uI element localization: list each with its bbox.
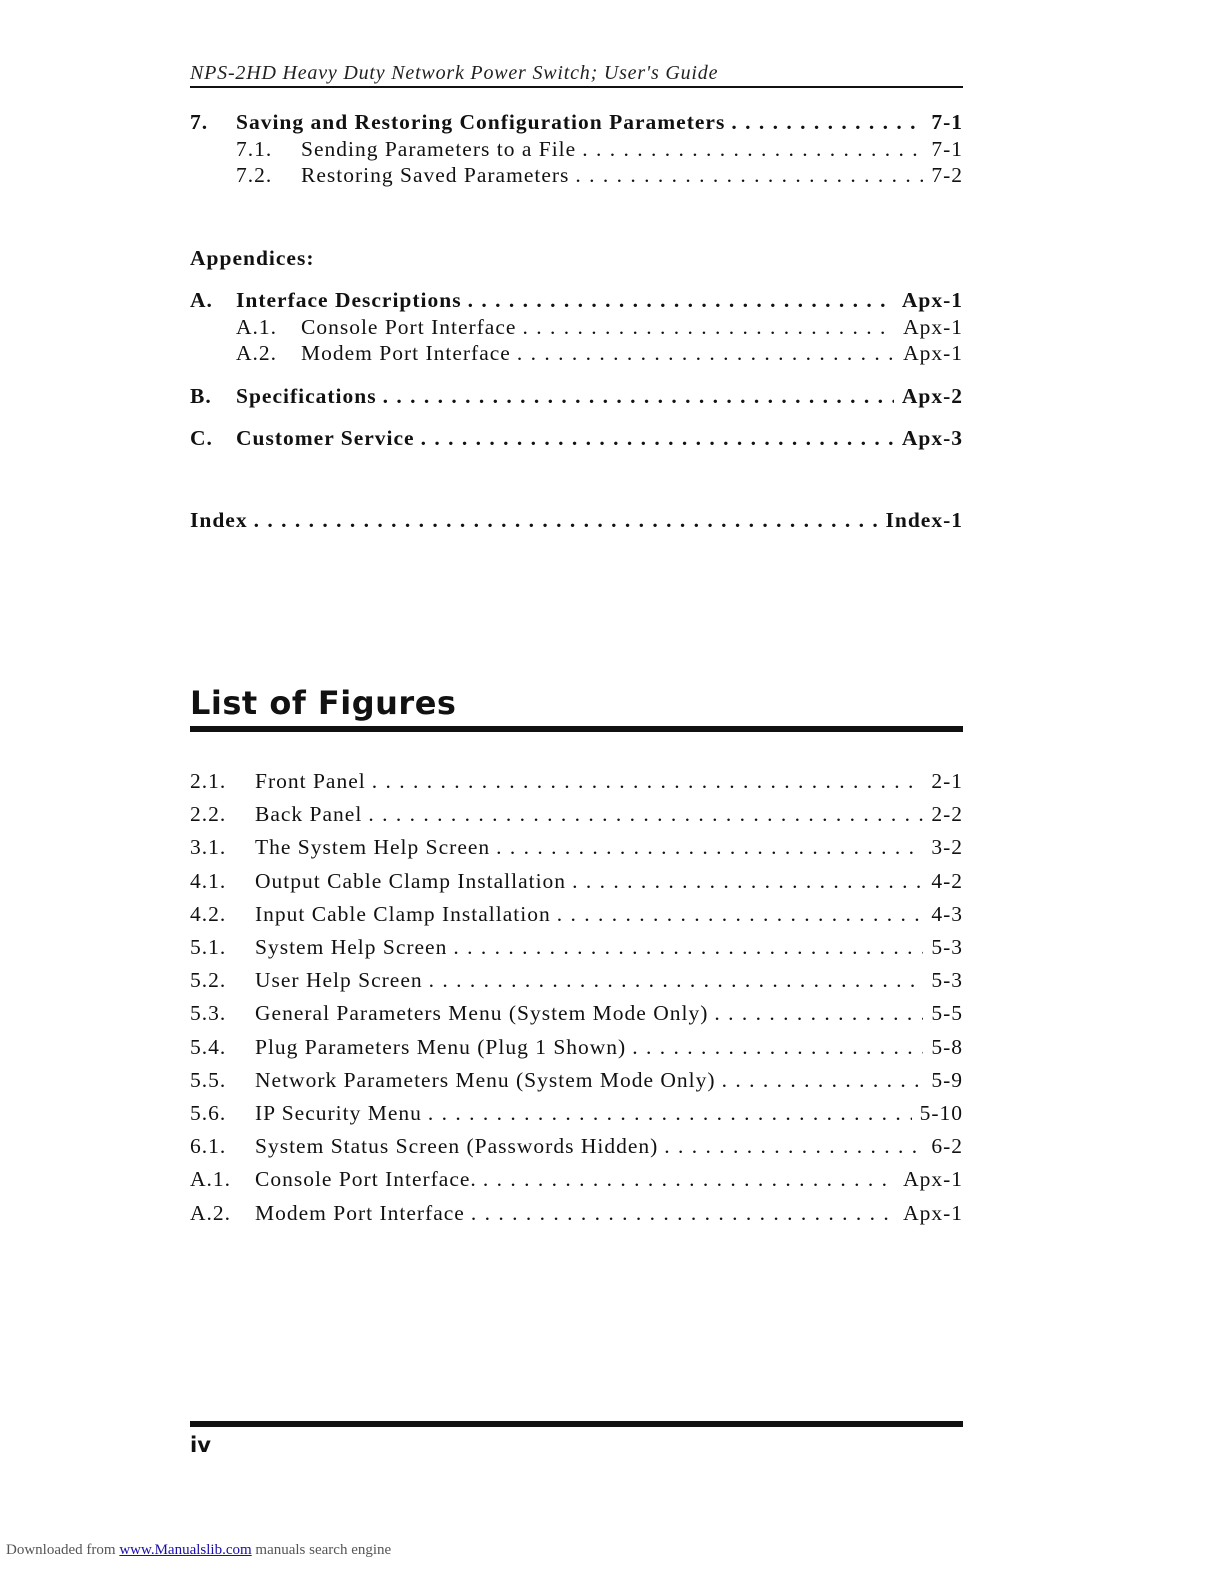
dot-leader: [468, 288, 894, 313]
list-of-figures-rule: [190, 726, 963, 732]
figure-page: 6-2: [931, 1134, 963, 1159]
figure-page: Apx-1: [903, 1200, 963, 1225]
appendices-heading: Appendices:: [190, 246, 315, 270]
figure-number: 2.1.: [190, 769, 227, 793]
figure-title: IP Security Menu: [255, 1101, 422, 1125]
figure-title: Front Panel: [255, 769, 366, 793]
toc-entry-page: Apx-3: [901, 426, 963, 450]
figure-list-item[interactable]: [190, 1134, 963, 1159]
figure-page: 2-2: [931, 802, 963, 827]
dot-leader: [517, 341, 895, 366]
figure-title: General Parameters Menu (System Mode Only): [255, 1001, 709, 1026]
toc-entry-page: Apx-2: [901, 384, 963, 408]
toc-entry-page: 7-1: [931, 110, 963, 134]
toc-entry-page: 7-2: [931, 163, 963, 187]
figure-page: 5-9: [931, 1067, 963, 1092]
dot-leader: [428, 1101, 912, 1126]
figure-list-item[interactable]: [190, 869, 963, 894]
toc-entry-section-a-2[interactable]: [236, 341, 963, 366]
toc-entry-page: Apx-1: [901, 288, 963, 312]
figure-number: 2.2.: [190, 802, 227, 827]
toc-entry-number: A.: [190, 288, 213, 312]
figure-number: A.1.: [190, 1167, 232, 1192]
dot-leader: [421, 426, 894, 451]
figure-page: 5-5: [931, 1001, 963, 1026]
toc-entry-page: Index-1: [885, 508, 963, 532]
manualslib-link[interactable]: www.Manualslib.com: [119, 1542, 252, 1558]
dot-leader: [731, 110, 923, 135]
figure-number: 5.5.: [190, 1067, 227, 1092]
toc-entry-title: Restoring Saved Parameters: [301, 163, 570, 187]
toc-entry-chapter-7[interactable]: [190, 110, 963, 135]
toc-entry-appendix-c[interactable]: [190, 426, 963, 451]
figure-title: The System Help Screen: [255, 835, 491, 860]
download-note: [6, 1542, 391, 1559]
dot-leader: [572, 869, 923, 894]
toc-entry-appendix-b[interactable]: [190, 384, 963, 409]
figure-list-item[interactable]: [190, 835, 963, 860]
figure-number: 3.1.: [190, 835, 227, 860]
toc-entry-title: Interface Descriptions: [236, 288, 462, 312]
toc-entry-section-a-1[interactable]: [236, 315, 963, 340]
dot-leader: [664, 1134, 923, 1159]
figure-list-item[interactable]: [190, 1035, 963, 1060]
dot-leader: [471, 1201, 895, 1226]
figure-number: 5.6.: [190, 1101, 227, 1125]
toc-entry-number: A.1.: [236, 315, 278, 339]
toc-entry-title: Modem Port Interface: [301, 341, 511, 365]
figure-list-item[interactable]: [190, 1001, 963, 1026]
toc-entry-section-7-1[interactable]: [236, 137, 963, 162]
figure-number: 4.2.: [190, 901, 227, 926]
toc-entry-number: 7.2.: [236, 163, 273, 187]
figure-list-item[interactable]: [190, 769, 963, 794]
figure-list-item[interactable]: [190, 1201, 963, 1226]
figure-list-item[interactable]: [190, 1101, 963, 1126]
dot-leader: [714, 1001, 923, 1026]
figure-page: 5-3: [931, 968, 963, 993]
dot-leader: [383, 384, 894, 409]
figure-title: User Help Screen: [255, 968, 423, 993]
figure-list-item[interactable]: [190, 935, 963, 960]
figure-title: System Help Screen: [255, 935, 448, 959]
figure-title: Input Cable Clamp Installation: [255, 901, 551, 926]
dot-leader: [575, 163, 923, 188]
figure-title: Console Port Interface.: [255, 1167, 477, 1192]
toc-entry-appendix-a[interactable]: [190, 288, 963, 313]
figure-number: 4.1.: [190, 868, 227, 893]
dot-leader: [582, 137, 923, 162]
dot-leader: [254, 508, 878, 533]
figure-page: 5-3: [931, 935, 963, 959]
toc-entry-index[interactable]: [190, 508, 963, 533]
figure-page: 5-10: [919, 1101, 963, 1125]
figure-title: Output Cable Clamp Installation: [255, 868, 567, 893]
toc-entry-number: 7.1.: [236, 137, 273, 161]
dot-leader: [496, 835, 923, 860]
dot-leader: [429, 968, 924, 993]
dot-leader: [372, 769, 924, 794]
download-prefix: Downloaded from: [6, 1542, 116, 1558]
figure-number: 5.3.: [190, 1001, 227, 1026]
toc-entry-title: Index: [190, 508, 248, 532]
figure-number: 6.1.: [190, 1134, 227, 1159]
toc-entry-page: Apx-1: [903, 315, 963, 339]
figure-page: 4-2: [931, 868, 963, 893]
dot-leader: [557, 902, 924, 927]
toc-entry-page: Apx-1: [903, 341, 963, 365]
dot-leader: [632, 1035, 923, 1060]
toc-entry-number: B.: [190, 384, 212, 408]
dot-leader: [368, 802, 923, 827]
figure-list-item[interactable]: [190, 1068, 963, 1093]
figure-page: Apx-1: [903, 1167, 963, 1192]
figure-number: A.2.: [190, 1200, 232, 1225]
page-number: iv: [190, 1433, 211, 1457]
figure-page: 2-1: [931, 769, 963, 793]
toc-entry-title: Customer Service: [236, 426, 415, 450]
toc-entry-title: Saving and Restoring Configuration Parameters: [236, 110, 726, 134]
download-suffix: manuals search engine: [255, 1542, 392, 1558]
toc-entry-number: C.: [190, 426, 213, 450]
figure-title: System Status Screen (Passwords Hidden): [255, 1134, 659, 1159]
toc-entry-title: Sending Parameters to a File: [301, 137, 577, 161]
toc-entry-number: A.2.: [236, 341, 278, 365]
figure-list-item[interactable]: [190, 802, 963, 827]
figure-page: 4-3: [931, 901, 963, 926]
dot-leader: [453, 935, 923, 960]
toc-entry-title: Specifications: [236, 384, 377, 408]
toc-entry-section-7-2[interactable]: [236, 163, 963, 188]
dot-leader: [483, 1167, 895, 1192]
footer-rule: [190, 1421, 963, 1427]
dot-leader: [522, 315, 895, 340]
figure-list-item[interactable]: [190, 968, 963, 993]
figure-number: 5.4.: [190, 1034, 227, 1059]
figure-number: 5.2.: [190, 968, 227, 993]
figure-page: 5-8: [931, 1034, 963, 1059]
toc-entry-title: Console Port Interface: [301, 315, 517, 339]
figure-title: Modem Port Interface: [255, 1200, 465, 1225]
figure-title: Back Panel: [255, 802, 363, 827]
toc-entry-number: 7.: [190, 110, 209, 134]
figure-page: 3-2: [931, 835, 963, 860]
figure-title: Network Parameters Menu (System Mode Only): [255, 1067, 716, 1092]
figure-title: Plug Parameters Menu (Plug 1 Shown): [255, 1034, 627, 1059]
figure-list-item[interactable]: [190, 1167, 963, 1192]
figure-number: 5.1.: [190, 935, 227, 959]
list-of-figures-title: List of Figures: [190, 684, 457, 722]
toc-entry-page: 7-1: [931, 137, 963, 161]
header-rule: [190, 86, 963, 88]
dot-leader: [722, 1068, 924, 1093]
figure-list-item[interactable]: [190, 902, 963, 927]
running-header: NPS-2HD Heavy Duty Network Power Switch; User's Guide: [190, 62, 719, 84]
